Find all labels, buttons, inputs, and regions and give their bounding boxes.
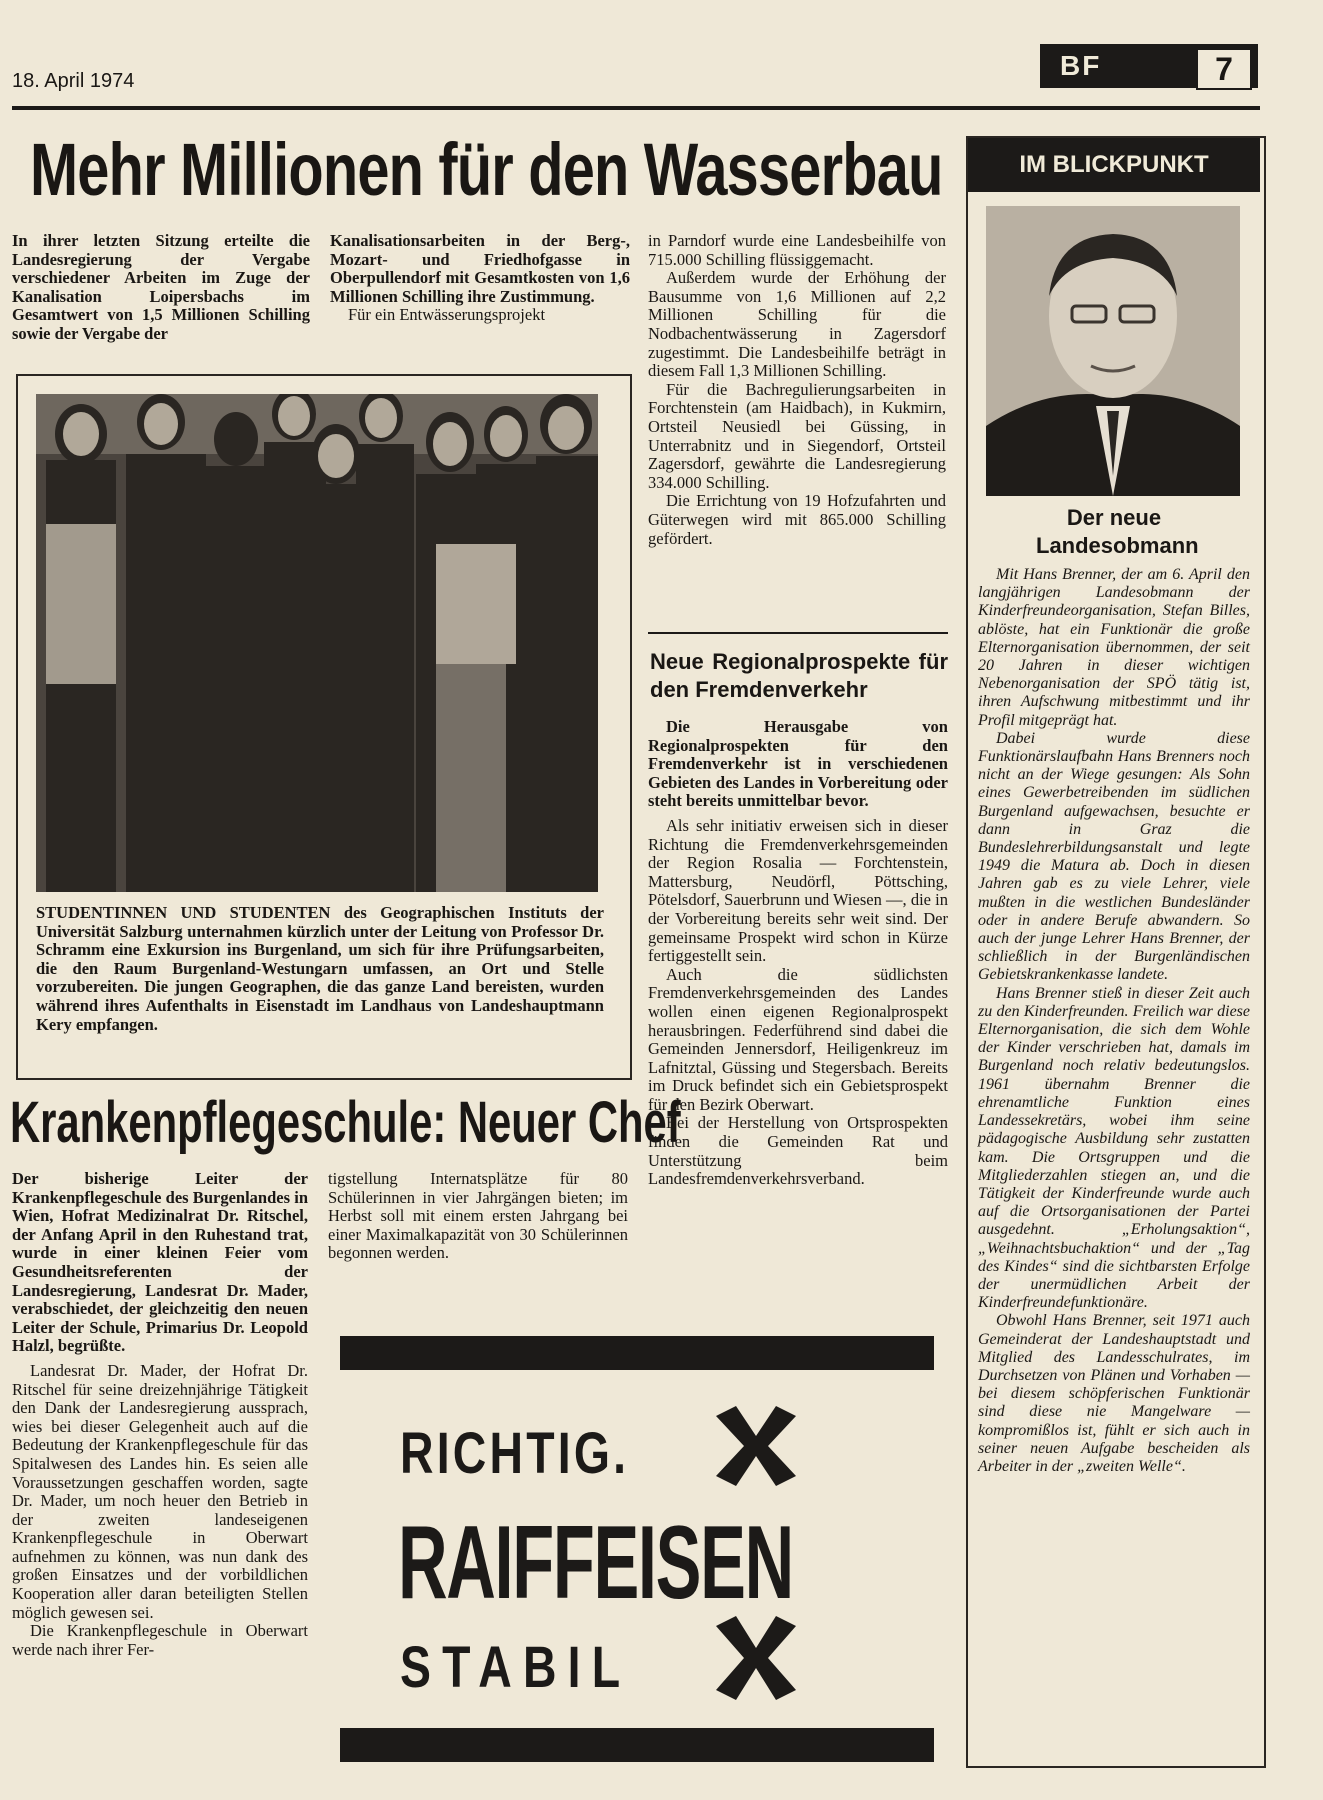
article1-col2 bbox=[330, 232, 630, 325]
article2-lead: Die Herausgabe von Regionalprospekten für den Fremdenverkehr ist in verschiedenen Gebieten des Landes in Vorbereitung oder steht bereits unmittelbar bevor. bbox=[648, 717, 948, 811]
article3-col1 bbox=[12, 1170, 308, 1659]
article1-col1: In ihrer letzten Sitzung erteilte die Landesregierung der Vergabe verschiedener Arbeiten im Zuge der Kanalisation Loipersbachs im Gesamtwert von 1,5 Millionen Schilling sowie der Vergabe der bbox=[12, 231, 310, 343]
article3-col2: tigstellung Internatsplätze für 80 Schülerinnen in vier Jahrgängen bieten; im Herbst soll mit einem ersten Jahrgang bei einer Maximalkapazität von 30 Schülerinnen begonnen werden. bbox=[328, 1169, 628, 1263]
article1-col2-text: Für ein Entwässerungsprojekt bbox=[348, 305, 546, 325]
sidebar-body bbox=[978, 566, 1250, 1476]
sidebar-title: Der neue Landesobmann bbox=[1036, 505, 1199, 558]
ad-line-raiffeisen: RAIFFEISEN bbox=[398, 1505, 793, 1621]
portrait-image bbox=[986, 206, 1240, 496]
raiffeisen-cross-icon-2 bbox=[706, 1616, 806, 1700]
sidebar-p1: Mit Hans Brenner, der am 6. April den langjährigen Landesobmann der Kinderfreundeorganisation, Stefan Billes, ablöste, hat ein Funktionär die große Elternorganisation übernommen, der seit 20 Jahren in dieser wichtigen Nebenorganisation der SPÖ tätig ist, ihren Aufschwung mitbestimmt und ihr Profil mitgeprägt hat. bbox=[978, 566, 1250, 729]
article1-p4: Die Errichtung von 19 Hofzufahrten und Güterwegen wird mit 865.000 Schilling gefördert. bbox=[648, 491, 946, 548]
group-photo bbox=[36, 394, 598, 892]
raiffeisen-cross-icon bbox=[706, 1406, 806, 1486]
page-number: 7 bbox=[1196, 48, 1252, 90]
article3-p2: Die Krankenpflegeschule in Oberwart werde nach ihrer Fer- bbox=[12, 1621, 308, 1659]
sidebar-p2: Dabei wurde diese Funktionärslaufbahn Hans Brenners noch nicht an der Wiege gesungen: Als Sohn eines Gewerbetreibenden im südlichen Burgenland aufgewachsen, besuchte er dann in Graz die Bundeslehrerbildungsanstalt und legte 1949 die Matura ab. Doch in diesen Jahren gab es zu viele Lehrer, viele mußten in die westlichen Bundesländer oder in andere Berufe abwandern. So auch der junge Lehrer Hans Brenner, der schließlich in der Burgenländischen Gebietskrankenkasse landete. bbox=[978, 729, 1250, 984]
article1-col2-bold: Kanalisationsarbeiten in der Berg-, Mozart- und Friedhofgasse in Oberpullendorf mit Gesamtkosten von 1,6 Millionen Schilling ihre Zustimmung. bbox=[330, 231, 630, 306]
group-photo-image bbox=[36, 394, 598, 892]
article3-p1: Landesrat Dr. Mader, der Hofrat Dr. Ritschel für seine dreizehnjährige Tätigkeit den Dank der Landesregierung aussprach, wies bei dieser Gelegenheit auch auf die Bedeutung der Krankenpflegeschule für das Spitalwesen des Landes hin. Es seien alle Voraussetzungen geschaffen worden, sagte Dr. Mader, um noch heuer den Betrieb in der zweiten landeseigenen Krankenpflegeschule in Oberwart aufnehmen zu können, was nun dank des großen Einsatzes und der vorbildlichen Kooperation aller daran beteiligten Stellen möglich gewesen sei. bbox=[12, 1360, 308, 1622]
sidebar-header: IM BLICKPUNKT bbox=[968, 138, 1260, 192]
ad-line-stabil: STABIL bbox=[400, 1635, 632, 1700]
article2-p1: Als sehr initiativ erweisen sich in dieser Richtung die Fremdenverkehrsgemeinden der Region Rosalia — Forchtenstein, Mattersburg, Neudörfl, Pöttsching, Pötelsdorf, Sauerbrunn und Wiesen —, die in der Vorbereitung bereits sehr weit sind. Der gemeinsame Prospekt wird schon in Kürze fertiggestellt sein. bbox=[648, 815, 948, 966]
sidebar-p4: Obwohl Hans Brenner, seit 1971 auch Gemeinderat der Landeshauptstadt und Mitglied des Landesschulrates, im Durchsetzen von Plänen und Vorhaben — bei diesem schöpferischen Funktionär sind diese nie Mangelware — kompromißlos ist, fühlt er sich auch in seiner neuen Aufgabe bescheiden als Arbeiter in der „zweiten Welle“. bbox=[978, 1312, 1250, 1475]
article2-p3: Bei der Herstellung von Ortsprospekten finden die Gemeinden Rat und Unterstützung beim Landesfremdenverkehrsverband. bbox=[648, 1113, 948, 1189]
article1-p3: Für die Bachregulierungsarbeiten in Forchtenstein (am Haidbach), in Kukmirn, Ortsteil Neusiedl bei Güssing, in Unterrabnitz und in Siegendorf, Ortsteil Zagersdorf, gewährte die Landesregierung 334.000 Schilling. bbox=[648, 379, 946, 492]
article1-col3 bbox=[648, 232, 946, 548]
article2-p2: Auch die südlichsten Fremdenverkehrsgemeinden des Landes wollen einen eigenen Regionalprospekt herausbringen. Federführend sind dabei die Gemeinden Jennersdorf, Heiligenkreuz im Lafnitztal, Güssing und Stegersbach. Bereits im Druck befindet sich ein Gebietsprospekt für den Bezirk Oberwart. bbox=[648, 964, 948, 1114]
article3-lead: Der bisherige Leiter der Krankenpflegeschule des Burgenlandes in Wien, Hofrat Medizinalrat Dr. Ritschel, der Anfang April in den Ruhestand trat, wurde in einer kleinen Feier vom Gesundheitsreferenten der Landesregierung, Landesrat Dr. Mader, verabschiedet, der gleichzeitig den neuen Leiter der Schule, Primarius Dr. Leopold Halzl, begrüßte. bbox=[12, 1169, 308, 1356]
sidebar-p3: Hans Brenner stieß in dieser Zeit auch zu den Kinderfreunden. Freilich war diese Elternorganisation, die sich dem Wohle der Kinder verschrieben hat, damals im Burgenland noch relativ bedeutungslos. 1961 übernahm Brenner die ehrenamtliche Funktion eines Landessekretärs, wobei ihm seine pädagogische Ausbildung sehr zustatten kam. Die Ortsgruppen und die Mitgliederzahlen stiegen an, und die Tätigkeit der Kinderfreunde wurde auch auf die Ortsorganisationen der Partei ausgedehnt. „Erholungsaktion“, „Weihnachtsbuchaktion“ und der „Tag des Kindes“ sind die sichtbarsten Erfolge der unermüdlichen Arbeit der Kinderfreundefunktionäre. bbox=[978, 984, 1250, 1312]
raiffeisen-ad bbox=[340, 1336, 934, 1762]
ad-top-bar bbox=[340, 1336, 934, 1370]
section-label: BF bbox=[1060, 50, 1102, 81]
photo-caption: STUDENTINNEN UND STUDENTEN des Geographischen Instituts der Universität Salzburg unternahmen kürzlich unter der Leitung von Professor Dr. Schramm eine Exkursion ins Burgenland, um sich für ihre Prüfungsarbeiten, die den Raum Burgenland-Westungarn umfassen, an Ort und Stelle vorzubereiten. Die jungen Geographen, die das ganze Land bereisten, wurden während ihres Aufenthalts in Eisenstadt im Landhaus von Landeshauptmann Kery empfangen. bbox=[36, 903, 604, 1034]
article1-p2: Außerdem wurde der Erhöhung der Bausumme von 1,6 Millionen auf 2,2 Millionen Schilling für die Nodbachentwässerung in Zagersdorf zugestimmt. Die Landesbeihilfe beträgt in diesem Fall 1,3 Millionen Schilling. bbox=[648, 268, 946, 381]
regionalprospekte-headline: Neue Regionalprospekte für den Fremdenverkehr bbox=[650, 649, 948, 702]
issue-date: 18. April 1974 bbox=[12, 70, 135, 92]
article-separator bbox=[648, 632, 948, 634]
header-rule bbox=[12, 106, 1260, 110]
headline-wasserbau: Mehr Millionen für den Wasserbau bbox=[30, 128, 943, 211]
article2 bbox=[648, 648, 948, 1189]
article1-p1: in Parndorf wurde eine Landesbeihilfe von 715.000 Schilling flüssiggemacht. bbox=[648, 231, 946, 269]
portrait-photo bbox=[986, 206, 1240, 496]
ad-line-richtig: RICHTIG. bbox=[400, 1421, 630, 1486]
ad-bottom-bar bbox=[340, 1728, 934, 1762]
headline-krankenpflegeschule: Krankenpflegeschule: Neuer Chef bbox=[10, 1090, 681, 1155]
